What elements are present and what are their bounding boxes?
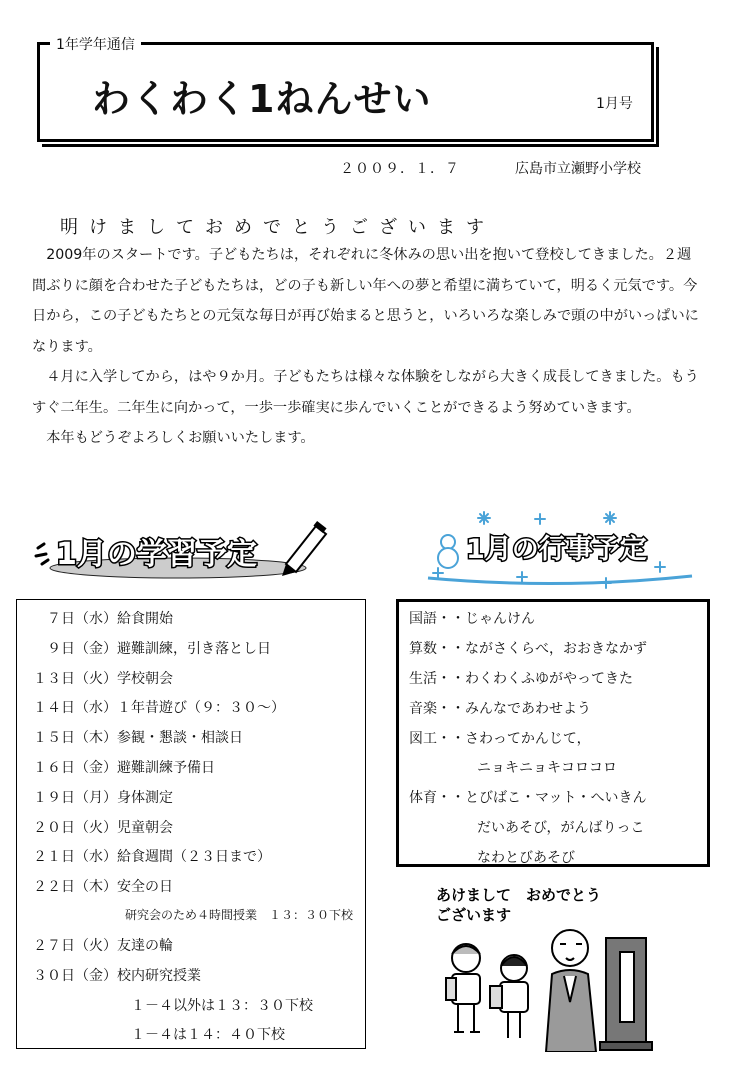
study-row: １６日（金）避難訓練予備日 xyxy=(33,760,215,776)
study-plan-heading xyxy=(28,520,338,586)
intro-paragraph-3: 本年もどうぞよろしくお願いいたします。 xyxy=(32,430,315,446)
greeting-heading: 明けましておめでとうございます xyxy=(60,217,495,238)
issue-label: 1月号 xyxy=(596,96,633,112)
elder-man-icon xyxy=(546,930,596,1052)
events-row: 音楽・・みんなであわせよう xyxy=(409,701,591,717)
intro-text xyxy=(32,240,704,454)
study-row: ９日（金）避難訓練，引き落とし日 xyxy=(33,641,271,657)
study-plan-box xyxy=(16,599,366,1049)
study-row: １３日（火）学校朝会 xyxy=(33,671,173,687)
intro-paragraph-1: 2009年のスタートです。子どもたちは，それぞれに冬休みの思い出を抱いて登校してきました。２週間ぶりに顔を合わせた子どもたちは，どの子も新しい年への夢と希望に満ちていて，明るく元気です。今日から，この子どもたちとの元気な毎日が再び始まると思うと，いろいろな楽しみで頭の中がいっぱいになります。 xyxy=(32,247,699,355)
newsletter-label: 1年学年通信 xyxy=(50,34,141,54)
events-row-cont: だいあそび，がんばりっこ xyxy=(477,820,645,836)
snowman-icon xyxy=(438,535,458,568)
sparkle-icon xyxy=(36,544,48,564)
study-row: ２１日（水）給食週間（２３日まで） xyxy=(33,849,271,865)
study-row-note: 研究会のため４時間授業 １３：３０下校 xyxy=(125,908,354,922)
study-row: ２０日（火）児童朝会 xyxy=(33,820,173,836)
events-row: 図工・・さわってかんじて， xyxy=(409,731,591,747)
events-row: 国語・・じゃんけん xyxy=(409,611,535,627)
study-row-note: １－４は１４：４０下校 xyxy=(131,1027,285,1043)
events-row: 算数・・ながさくらべ，おおきなかず xyxy=(409,641,647,657)
issue-date: ２００９．１．７ xyxy=(340,161,460,177)
newsletter-title: わくわく1ねんせい xyxy=(92,77,432,121)
child-icon xyxy=(490,955,528,1038)
events-title: 1月の行事予定 xyxy=(466,534,647,565)
new-year-illustration xyxy=(430,882,698,1052)
events-row-cont: なわとびあそび xyxy=(477,850,575,866)
illustration-caption: あけまして おめでとう xyxy=(436,886,602,904)
illustration-caption: ございます xyxy=(436,906,512,924)
events-row: 生活・・わくわくふゆがやってきた xyxy=(409,671,633,687)
events-heading xyxy=(420,508,700,592)
study-row: １４日（水）１年昔遊び（９：３０～） xyxy=(33,700,285,716)
study-row: ２７日（火）友達の輪 xyxy=(33,938,173,954)
study-row: ７日（水）給食開始 xyxy=(33,611,173,627)
school-name: 広島市立瀬野小学校 xyxy=(515,161,641,177)
study-row: ２２日（木）安全の日 xyxy=(33,879,173,895)
events-box xyxy=(396,599,710,867)
study-row-note: １－４以外は１３：３０下校 xyxy=(131,998,313,1014)
study-row: １９日（月）身体測定 xyxy=(33,790,173,806)
events-row-cont: ニョキニョキコロコロ xyxy=(477,760,617,776)
intro-paragraph-2: ４月に入学してから，はや９か月。子どもたちは様々な体験をしながら大きく成長してきました。もうすぐ二年生。二年生に向かって，一歩一歩確実に歩んでいくことができるよう努めていきます。 xyxy=(32,369,699,416)
study-plan-title: 1月の学習予定 xyxy=(56,537,257,572)
study-row: １５日（木）参観・懇談・相談日 xyxy=(33,730,243,746)
child-icon xyxy=(446,944,480,1032)
events-row: 体育・・とびばこ・マット・へいきん xyxy=(409,790,647,806)
study-row: ３０日（金）校内研究授業 xyxy=(33,968,201,984)
gate-post-icon xyxy=(600,938,652,1050)
